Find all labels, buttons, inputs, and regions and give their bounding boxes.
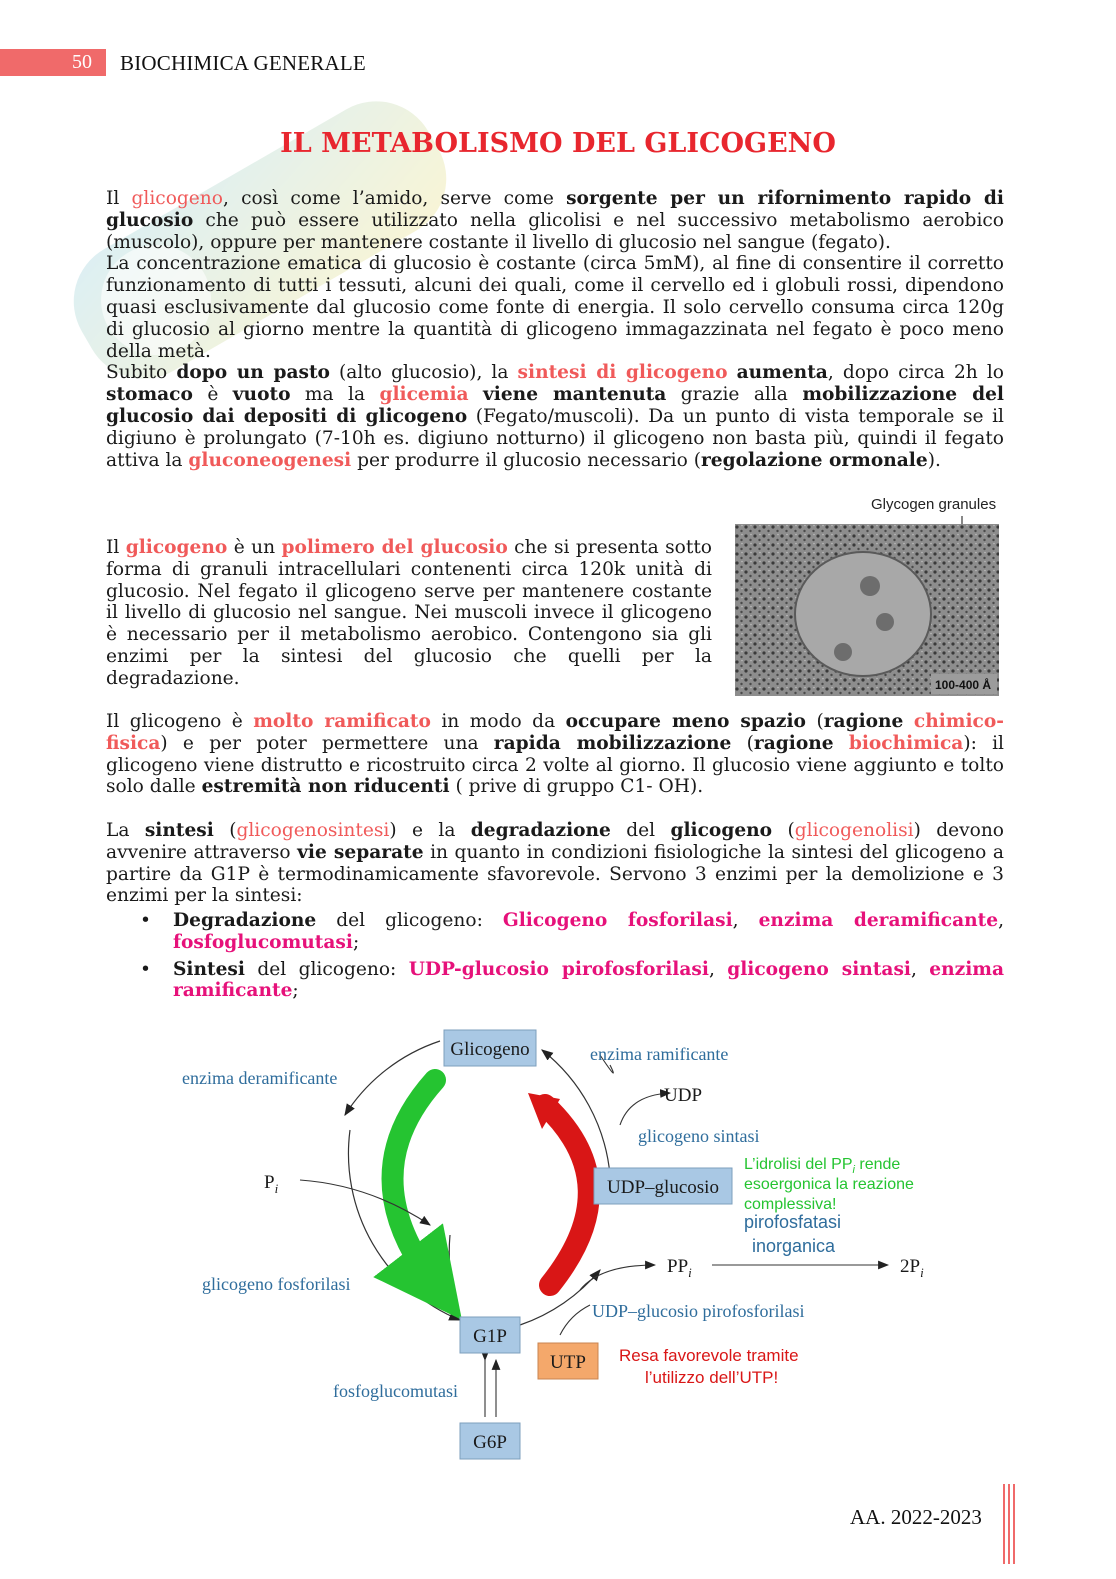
branching-paragraph: Il glicogeno è molto ramificato in modo da occupare meno spazio (ragione chimico-fisica) e per poter permettere una rapida mobilizzazione (ragione biochimica): il glicogeno viene distrutto e ricostruito circa 2 volte al giorno. Il glucosio viene aggiunto e tolto solo dalle estremità non riducenti ( prive di gruppo C1- OH). — [106, 711, 1004, 798]
ppi-arrow — [580, 1265, 655, 1290]
running-title: BIOCHIMICA GENERALE — [120, 51, 366, 75]
green-note — [744, 1156, 914, 1213]
pathways-paragraph: La sintesi (glicogenosintesi) e la degradazione del glicogeno (glicogenolisi) devono avvenire attraverso vie separate in quanto in condizioni fisiologiche la sintesi del glicogeno a partire da G1P è termodinamicamente sfavorevole. Servono 3 enzimi per la demolizione e 3 enzimi per la sintesi: — [106, 820, 1004, 907]
label-fosfoglucomutasi: fosfoglucomutasi — [333, 1381, 458, 1401]
list-item-degradation: • Degradazione del glicogeno: Glicogeno fosforilasi, enzima deramificante, fosfoglucomutasi; — [140, 910, 1005, 953]
page-title: IL METABOLISMO DEL GLICOGENO — [280, 128, 836, 159]
red-synthesis-arrow — [545, 1105, 589, 1285]
glycogen-metabolism-diagram — [150, 1025, 950, 1470]
polymer-paragraph: Il glicogeno è un polimero del glucosio che si presenta sotto forma di granuli intracellulari contenenti circa 120k unità di glucosio. Nel fegato il glicogeno serve per mantenere costante il livello di glucosio nel sangue. Nei muscoli invece il glicogeno è necessario per il metabolismo aerobico. Contengono sia gli enzimi per la sintesi del glucosio che quelli per la degradazione. — [106, 537, 712, 689]
svg-text:G6P: G6P — [473, 1432, 507, 1453]
label-udp-pirofosforilasi: UDP–glucosio pirofosforilasi — [592, 1301, 805, 1321]
udp-glucosio-box — [594, 1168, 732, 1204]
utp-box — [538, 1343, 598, 1379]
svg-text:UTP: UTP — [550, 1352, 586, 1373]
label-glicogeno-fosforilasi: glicogeno fosforilasi — [202, 1274, 351, 1294]
glicogeno-box — [444, 1030, 536, 1066]
svg-text:L’idrolisi del PPi rende: L’idrolisi del $PP_i$ rende — [744, 1156, 901, 1176]
svg-text:Glicogeno: Glicogeno — [450, 1039, 530, 1060]
udp-arrow — [620, 1093, 670, 1125]
svg-text:esoergonica la reazione: esoergonica la reazione — [744, 1176, 914, 1193]
svg-text:UDP–glucosio: UDP–glucosio — [607, 1177, 719, 1198]
label-2pi: $2P_i$ — [900, 1256, 924, 1280]
label-pi: $P_i$ — [264, 1172, 279, 1196]
label-udp: UDP — [664, 1085, 703, 1106]
intro-paragraph: Il glicogeno, così come l’amido, serve come sorgente per un rifornimento rapido di glucosio che può essere utilizzato nella glicolisi e nel successivo metabolismo aerobico (muscolo), oppure per mantenere costante il livello di glucosio nel sangue (fegato). La concentrazione ematica di glucosio è costante (circa 5mM), al fine di consentire il corretto funzionamento di tutti i tessuti, alcuni dei quali, come il cervello ed i globuli rossi, dipendono quasi esclusivamente dal glucosio come fonte di energia. Il solo cervello consuma circa 120g di glucosio al giorno mentre la quantità di glicogeno immagazzinata nel fegato è poco meno della metà. Subito dopo un pasto (alto glucosio), la sintesi di glicogeno aumenta, dopo circa 2h lo stomaco è vuoto ma la glicemia viene mantenuta grazie alla mobilizzazione del glucosio dai depositi di glicogeno (Fegato/muscoli). Da un punto di vista temporale se il digiuno è prolungato (7-10h es. digiuno notturno) il glicogeno non basta più, quindi il fegato attiva la gluconeogenesi per produrre il glucosio necessario (regolazione ormonale). — [106, 188, 1004, 471]
footer-bars — [1003, 1484, 1017, 1564]
footer-year: AA. 2022-2023 — [850, 1505, 982, 1529]
scale-label: 100-400 Å — [935, 678, 992, 692]
label-ppi: $PP_i$ — [667, 1256, 692, 1280]
enzyme-list — [140, 910, 1004, 1007]
svg-text:complessiva!: complessiva! — [744, 1196, 837, 1213]
concentration-text: La concentrazione ematica di glucosio è costante (circa 5mM), al fine di consentire il corretto funzionamento di tutti i tessuti, alcuni dei quali, come il cervello ed i globuli rossi, dipendono quasi esclusivamente dal glucosio come fonte di energia. Il solo cervello consuma circa 120g di glucosio al giorno mentre la quantità di glicogeno immagazzinata nel fegato è poco meno della metà. — [106, 253, 1004, 362]
label-inorganica: inorganica — [752, 1236, 836, 1256]
label-glicogeno-sintasi: glicogeno sintasi — [638, 1126, 760, 1146]
glycogen-granules-micrograph — [735, 524, 999, 696]
svg-text:Resa favorevole tramite: Resa favorevole tramite — [619, 1346, 799, 1365]
svg-text:G1P: G1P — [473, 1326, 507, 1347]
label-enzima-ramificante: enzima ramificante — [590, 1044, 729, 1064]
red-note — [619, 1346, 799, 1387]
green-degradation-arrow — [393, 1080, 436, 1285]
label-enzima-deramificante: enzima deramificante — [182, 1068, 338, 1088]
svg-text:l’utilizzo dell’UTP!: l’utilizzo dell’UTP! — [645, 1368, 779, 1387]
page-number: 50 — [0, 49, 106, 76]
figure-caption: Glycogen granules — [871, 496, 997, 513]
list-item-synthesis: • Sintesi del glicogeno: UDP-glucosio pirofosforilasi, glicogeno sintasi, enzima ramificante; — [140, 958, 1004, 1002]
g1p-box — [460, 1317, 520, 1353]
pi-arrow — [300, 1180, 430, 1225]
g6p-box — [460, 1423, 520, 1459]
arc-left — [449, 1235, 460, 1315]
utp-arrow — [560, 1305, 590, 1335]
label-pirofosfatasi: pirofosfatasi — [744, 1212, 842, 1232]
